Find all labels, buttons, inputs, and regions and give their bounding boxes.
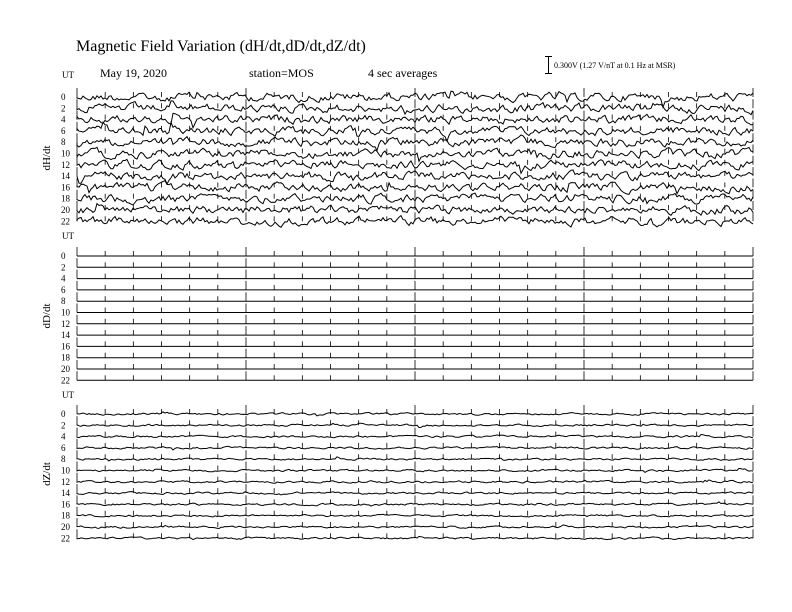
ut-axis-label: UT (62, 231, 74, 241)
hour-label: 10 (61, 465, 70, 476)
hour-label: 4 (61, 431, 66, 442)
hour-label: 10 (61, 148, 70, 159)
hour-label: 8 (61, 296, 66, 307)
hour-label: 22 (61, 533, 70, 544)
component-label: dH/dt (41, 145, 53, 171)
hour-label: 4 (61, 273, 66, 284)
hour-label: 6 (61, 125, 66, 136)
hour-label: 4 (61, 114, 66, 125)
hour-label: 18 (61, 352, 70, 363)
hour-label: 22 (61, 216, 70, 227)
hour-label: 18 (61, 510, 70, 521)
station-label: station=MOS (249, 66, 314, 80)
ut-axis-label: UT (62, 390, 74, 400)
hour-label: 2 (61, 420, 66, 431)
hour-label: 8 (61, 137, 66, 148)
hour-label: 16 (61, 341, 70, 352)
hour-label: 0 (61, 409, 66, 419)
hour-label: 10 (61, 307, 70, 318)
hour-label: 14 (61, 171, 70, 182)
hour-label: 18 (61, 193, 70, 204)
hour-label: 2 (61, 103, 66, 114)
hour-label: 0 (61, 251, 66, 261)
hour-label: 2 (61, 262, 66, 273)
date-label: May 19, 2020 (100, 66, 167, 80)
component-label: dD/dt (41, 303, 53, 329)
averaging-label: 4 sec averages (368, 66, 438, 80)
hour-label: 22 (61, 375, 70, 386)
chart-title: Magnetic Field Variation (dH/dt,dD/dt,dZ/dt) (76, 38, 366, 55)
ut-axis-label: UT (62, 70, 74, 80)
hour-label: 16 (61, 182, 70, 193)
hour-label: 0 (61, 92, 66, 102)
component-label: dZ/dt (41, 462, 53, 486)
hour-label: 8 (61, 454, 66, 465)
hour-label: 14 (61, 330, 70, 341)
scale-label: 0.300V (1.27 V/nT at 0.1 Hz at MSR) (554, 61, 676, 70)
hour-label: 12 (61, 159, 70, 170)
hour-label: 6 (61, 284, 66, 295)
hour-label: 6 (61, 442, 66, 453)
hour-label: 20 (61, 205, 70, 215)
hour-label: 12 (61, 318, 70, 329)
hour-label: 16 (61, 499, 70, 510)
hour-label: 20 (61, 522, 70, 532)
hour-label: 14 (61, 488, 70, 499)
hour-label: 12 (61, 476, 70, 487)
hour-label: 20 (61, 364, 70, 374)
